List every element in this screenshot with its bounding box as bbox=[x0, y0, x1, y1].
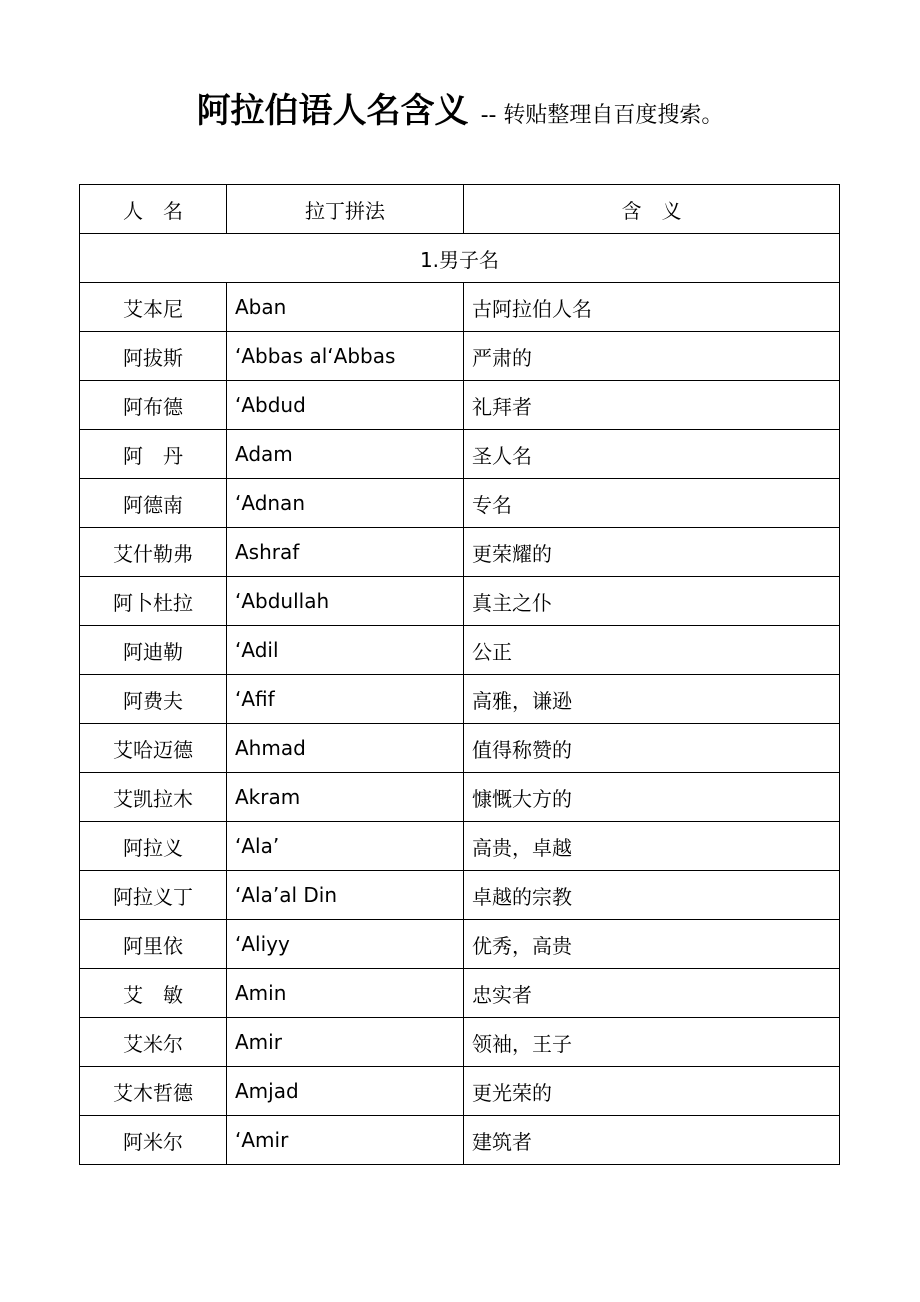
cell-name: 阿里依 bbox=[80, 920, 227, 969]
cell-meaning: 慷慨大方的 bbox=[464, 773, 840, 822]
cell-name: 阿卜杜拉 bbox=[80, 577, 227, 626]
table-row bbox=[80, 1067, 840, 1116]
table-row bbox=[80, 969, 840, 1018]
table-row bbox=[80, 675, 840, 724]
cell-meaning: 高贵，卓越 bbox=[464, 822, 840, 871]
cell-latin: ‘Afif bbox=[227, 675, 464, 724]
cell-latin: ‘Abdud bbox=[227, 381, 464, 430]
table-row bbox=[80, 430, 840, 479]
cell-name: 艾什勒弗 bbox=[80, 528, 227, 577]
cell-meaning: 严肃的 bbox=[464, 332, 840, 381]
cell-name: 艾本尼 bbox=[80, 283, 227, 332]
names-table-body bbox=[80, 185, 840, 1165]
table-row bbox=[80, 479, 840, 528]
cell-latin: Amir bbox=[227, 1018, 464, 1067]
table-header-row bbox=[80, 185, 840, 234]
names-table bbox=[79, 184, 840, 1165]
table-row bbox=[80, 773, 840, 822]
title-main: 阿拉伯语人名含义 bbox=[196, 91, 469, 131]
table-row bbox=[80, 1116, 840, 1165]
header-latin: 拉丁拼法 bbox=[227, 185, 464, 234]
table-row bbox=[80, 920, 840, 969]
table-row bbox=[80, 871, 840, 920]
cell-latin: Amjad bbox=[227, 1067, 464, 1116]
cell-name: 艾哈迈德 bbox=[80, 724, 227, 773]
cell-meaning: 真主之仆 bbox=[464, 577, 840, 626]
table-row bbox=[80, 528, 840, 577]
cell-latin: ‘Ala’al Din bbox=[227, 871, 464, 920]
table-row bbox=[80, 822, 840, 871]
cell-meaning: 值得称赞的 bbox=[464, 724, 840, 773]
cell-name: 阿米尔 bbox=[80, 1116, 227, 1165]
cell-name: 阿费夫 bbox=[80, 675, 227, 724]
cell-meaning: 卓越的宗教 bbox=[464, 871, 840, 920]
cell-meaning: 公正 bbox=[464, 626, 840, 675]
table-row bbox=[80, 577, 840, 626]
title-subtitle: -- 转贴整理自百度搜索。 bbox=[480, 103, 724, 128]
cell-meaning: 更光荣的 bbox=[464, 1067, 840, 1116]
cell-latin: ‘Adnan bbox=[227, 479, 464, 528]
cell-latin: Ahmad bbox=[227, 724, 464, 773]
cell-latin: Ashraf bbox=[227, 528, 464, 577]
table-row bbox=[80, 332, 840, 381]
cell-name: 艾凯拉木 bbox=[80, 773, 227, 822]
cell-meaning: 圣人名 bbox=[464, 430, 840, 479]
cell-meaning: 礼拜者 bbox=[464, 381, 840, 430]
cell-name: 阿 丹 bbox=[80, 430, 227, 479]
cell-name: 阿拉义丁 bbox=[80, 871, 227, 920]
cell-latin: Amin bbox=[227, 969, 464, 1018]
cell-name: 阿布德 bbox=[80, 381, 227, 430]
cell-latin: ‘Aliyy bbox=[227, 920, 464, 969]
cell-latin: ‘Abbas al‘Abbas bbox=[227, 332, 464, 381]
cell-name: 艾木哲德 bbox=[80, 1067, 227, 1116]
table-row bbox=[80, 724, 840, 773]
cell-name: 阿德南 bbox=[80, 479, 227, 528]
section-title: 1.男子名 bbox=[80, 234, 840, 283]
page-title bbox=[0, 88, 920, 140]
cell-meaning: 优秀，高贵 bbox=[464, 920, 840, 969]
cell-name: 艾米尔 bbox=[80, 1018, 227, 1067]
cell-latin: ‘Ala’ bbox=[227, 822, 464, 871]
table-row bbox=[80, 626, 840, 675]
cell-name: 阿拔斯 bbox=[80, 332, 227, 381]
cell-name: 阿迪勒 bbox=[80, 626, 227, 675]
table-row bbox=[80, 381, 840, 430]
cell-latin: Akram bbox=[227, 773, 464, 822]
cell-meaning: 忠实者 bbox=[464, 969, 840, 1018]
cell-latin: ‘Amir bbox=[227, 1116, 464, 1165]
cell-latin: ‘Adil bbox=[227, 626, 464, 675]
table-row bbox=[80, 1018, 840, 1067]
table-row bbox=[80, 283, 840, 332]
header-name: 人 名 bbox=[80, 185, 227, 234]
cell-meaning: 领袖，王子 bbox=[464, 1018, 840, 1067]
header-meaning: 含 义 bbox=[464, 185, 840, 234]
cell-meaning: 高雅，谦逊 bbox=[464, 675, 840, 724]
cell-meaning: 建筑者 bbox=[464, 1116, 840, 1165]
cell-name: 阿拉义 bbox=[80, 822, 227, 871]
cell-latin: Adam bbox=[227, 430, 464, 479]
cell-latin: Aban bbox=[227, 283, 464, 332]
cell-latin: ‘Abdullah bbox=[227, 577, 464, 626]
cell-name: 艾 敏 bbox=[80, 969, 227, 1018]
cell-meaning: 古阿拉伯人名 bbox=[464, 283, 840, 332]
cell-meaning: 专名 bbox=[464, 479, 840, 528]
cell-meaning: 更荣耀的 bbox=[464, 528, 840, 577]
section-row bbox=[80, 234, 840, 283]
